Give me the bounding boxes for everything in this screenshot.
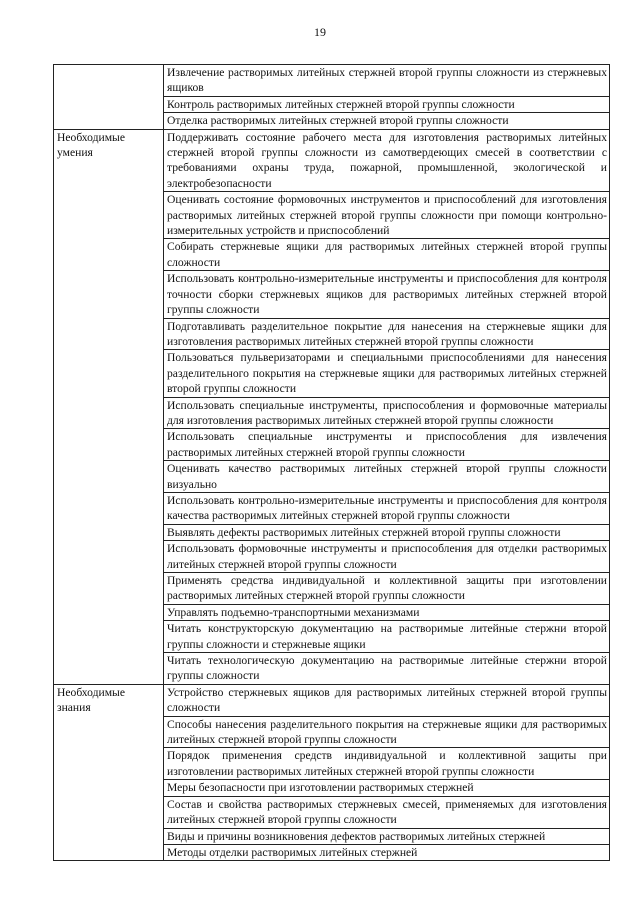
skill-item: Поддерживать состояние рабочего места для изготовления растворимых литейных стержней второй группы сложности из самотвердеющих смесей в соответствии с требованиями охраны труда, пожарной, промышленной, экологической и электробезопасности: [164, 129, 610, 192]
knowledge-label: Необходимые знания: [54, 684, 164, 860]
table-row: [54, 684, 610, 716]
skill-item: Оценивать качество растворимых литейных стержней второй группы сложности визуально: [164, 461, 610, 493]
knowledge-item: Способы нанесения разделительного покрытия на стержневые ящики для растворимых литейных стержней второй группы сложности: [164, 716, 610, 748]
skill-item: Использовать специальные инструменты, приспособления и формовочные материалы для изготовления растворимых литейных стержней второй группы сложности: [164, 397, 610, 429]
skill-item: Выявлять дефекты растворимых литейных стержней второй группы сложности: [164, 524, 610, 540]
knowledge-item: Меры безопасности при изготовлении растворимых стержней: [164, 780, 610, 796]
knowledge-item: Устройство стержневых ящиков для растворимых литейных стержней второй группы сложности: [164, 684, 610, 716]
table-cell: Контроль растворимых литейных стержней второй группы сложности: [164, 96, 610, 112]
table-row: [54, 65, 610, 97]
knowledge-item: Состав и свойства растворимых стержневых смесей, применяемых для изготовления литейных стержней второй группы сложности: [164, 796, 610, 828]
skill-item: Читать технологическую документацию на растворимые литейные стержни второй группы сложности: [164, 653, 610, 685]
skill-item: Подготавливать разделительное покрытие для нанесения на стержневые ящики для изготовления растворимых литейных стержней второй группы сложности: [164, 318, 610, 350]
knowledge-item: Виды и причины возникновения дефектов растворимых литейных стержней: [164, 828, 610, 844]
skill-item: Использовать формовочные инструменты и приспособления для отделки растворимых литейных стержней второй группы сложности: [164, 541, 610, 573]
skill-item: Применять средства индивидуальной и коллективной защиты при изготовлении растворимых литейных стержней второй группы сложности: [164, 573, 610, 605]
table-row: [54, 129, 610, 192]
skill-item: Использовать специальные инструменты и приспособления для извлечения растворимых литейных стержней второй группы сложности: [164, 429, 610, 461]
skill-item: Пользоваться пульверизаторами и специальными приспособлениями для нанесения разделительного покрытия на стержневые ящики для растворимых литейных стержней второй группы сложности: [164, 350, 610, 397]
knowledge-item: Методы отделки растворимых литейных стержней: [164, 844, 610, 860]
category-cell-empty: [54, 65, 164, 130]
skill-item: Управлять подъемно-транспортными механизмами: [164, 604, 610, 620]
skills-label: Необходимые умения: [54, 129, 164, 684]
table-cell: Извлечение растворимых литейных стержней второй группы сложности из стержневых ящиков: [164, 65, 610, 97]
skill-item: Собирать стержневые ящики для растворимых литейных стержней второй группы сложности: [164, 239, 610, 271]
knowledge-item: Порядок применения средств индивидуальной и коллективной защиты при изготовлении растворимых литейных стержней второй группы сложности: [164, 748, 610, 780]
skill-item: Читать конструкторскую документацию на растворимые литейные стержни второй группы сложности и стержневые ящики: [164, 621, 610, 653]
table-cell: Отделка растворимых литейных стержней второй группы сложности: [164, 113, 610, 129]
skill-item: Использовать контрольно-измерительные инструменты и приспособления для контроля качества растворимых литейных стержней второй группы сложности: [164, 492, 610, 524]
page-number: 19: [314, 25, 326, 39]
skill-item: Оценивать состояние формовочных инструментов и приспособлений для изготовления растворимых литейных стержней второй группы сложности при помощи контрольно-измерительных устройств и приспособлений: [164, 192, 610, 239]
requirements-table: [53, 64, 610, 861]
skill-item: Использовать контрольно-измерительные инструменты и приспособления для контроля точности сборки стержневых ящиков для растворимых литейных стержней второй группы сложности: [164, 271, 610, 318]
